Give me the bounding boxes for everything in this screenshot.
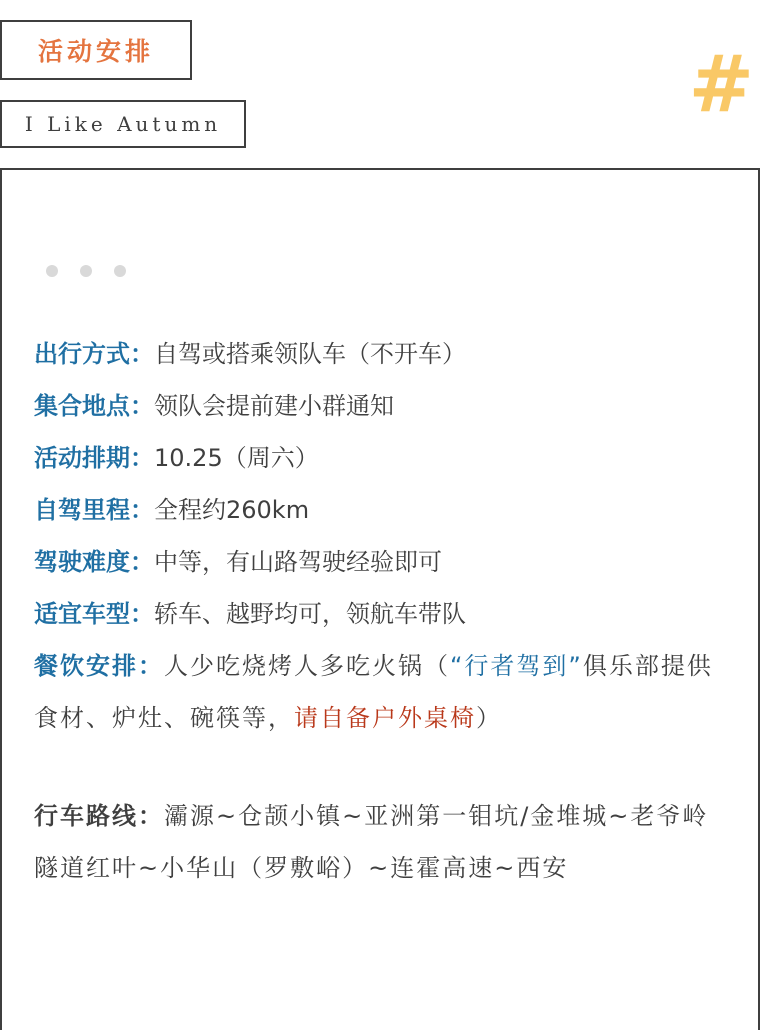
page-title: 活动安排 — [37, 37, 154, 66]
detail-label: 餐饮安排： — [34, 652, 164, 680]
detail-value: 领队会提前建小群通知 — [154, 392, 394, 420]
page-subtitle: I Like Autumn — [24, 112, 222, 136]
route-value: 灞源~仓颉小镇~亚洲第一钼坑/金堆城~老爷岭隧道红叶~小华山（罗敷峪）~连霍高速~西安 — [34, 802, 709, 882]
detail-row-schedule — [34, 432, 734, 484]
detail-value: 全程约260km — [154, 496, 310, 524]
detail-value: 中等，有山路驾驶经验即可 — [154, 548, 442, 576]
dot-icon — [46, 265, 58, 277]
food-text-middle: 俱乐部提供食材、炉灶、碗筷等， — [34, 652, 713, 732]
detail-label: 驾驶难度： — [34, 548, 154, 576]
content-card — [0, 168, 760, 1030]
title-box — [0, 20, 192, 80]
detail-row-travel-mode — [34, 328, 734, 380]
hash-icon: # — [688, 40, 754, 130]
food-text-after: ） — [476, 704, 502, 732]
food-text-before: 人少吃烧烤人多吃火锅（ — [164, 652, 450, 680]
detail-row-mileage — [34, 484, 734, 536]
dot-icon — [80, 265, 92, 277]
detail-row-meeting-point — [34, 380, 734, 432]
detail-value: 10.25（周六） — [154, 444, 319, 472]
detail-row-vehicle-type — [34, 588, 734, 640]
ellipsis-dots — [46, 265, 126, 277]
route-label: 行车路线： — [34, 802, 164, 830]
detail-label: 出行方式： — [34, 340, 154, 368]
detail-value: 自驾或搭乘领队车（不开车） — [154, 340, 466, 368]
club-name: “行者驾到” — [450, 652, 583, 680]
detail-row-food — [34, 640, 734, 744]
detail-row-difficulty — [34, 536, 734, 588]
detail-label: 自驾里程： — [34, 496, 154, 524]
subtitle-box — [0, 100, 246, 148]
detail-value: 轿车、越野均可，领航车带队 — [154, 600, 466, 628]
detail-label: 适宜车型： — [34, 600, 154, 628]
details-list — [34, 328, 734, 744]
route-paragraph — [34, 790, 734, 894]
food-highlight: 请自备户外桌椅 — [294, 704, 476, 732]
detail-label: 活动排期： — [34, 444, 154, 472]
detail-label: 集合地点： — [34, 392, 154, 420]
dot-icon — [114, 265, 126, 277]
